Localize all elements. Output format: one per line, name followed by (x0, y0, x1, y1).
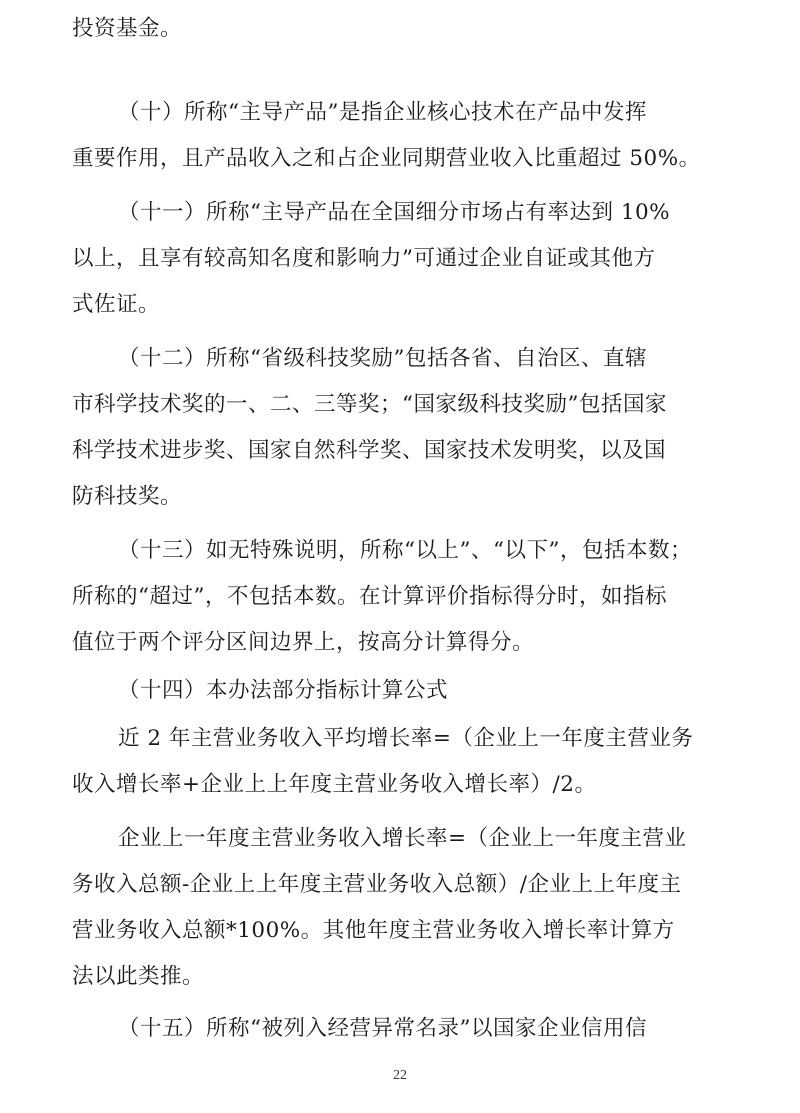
text-line: 以上，且享有较高知名度和影响力”可通过企业自证或其他方 (72, 246, 656, 271)
text-line: （十一）所称“主导产品在全国细分市场占有率达到 10% (118, 200, 671, 225)
text-line: 重要作用，且产品收入之和占企业同期营业收入比重超过 50%。 (72, 146, 701, 171)
text-line: （十二）所称“省级科技奖励”包括各省、自治区、直辖 (118, 346, 647, 371)
text-line: 科学技术进步奖、国家自然科学奖、国家技术发明奖，以及国 (72, 438, 667, 463)
text-line: （十）所称“主导产品”是指企业核心技术在产品中发挥 (118, 100, 647, 125)
text-line: 近 2 年主营业务收入平均增长率=（企业上一年度主营业务 (118, 726, 694, 751)
text-line: 企业上一年度主营业务收入增长率=（企业上一年度主营业 (118, 826, 687, 851)
text-line: （十五）所称“被列入经营异常名录”以国家企业信用信 (118, 1016, 647, 1041)
text-line: 值位于两个评分区间边界上，按高分计算得分。 (72, 630, 535, 655)
text-line: 务收入总额-企业上上年度主营业务收入总额）/企业上上年度主 (72, 872, 682, 897)
text-line: 收入增长率+企业上上年度主营业务收入增长率）/2。 (72, 772, 597, 797)
text-line: （十三）如无特殊说明，所称“以上”、“以下”，包括本数； (118, 538, 692, 563)
text-line: 所称的“超过”，不包括本数。在计算评价指标得分时，如指标 (72, 584, 667, 609)
page-number: 22 (393, 1068, 407, 1083)
text-line: 防科技奖。 (72, 484, 183, 509)
text-line: 式佐证。 (72, 292, 161, 317)
text-line: 市科学技术奖的一、二、三等奖；“国家级科技奖励”包括国家 (72, 392, 667, 417)
text-line: 营业务收入总额*100%。其他年度主营业务收入增长率计算方 (72, 918, 675, 943)
text-line: 法以此类推。 (72, 964, 205, 989)
text-line: 投资基金。 (72, 16, 183, 41)
text-line: （十四）本办法部分指标计算公式 (118, 678, 449, 703)
